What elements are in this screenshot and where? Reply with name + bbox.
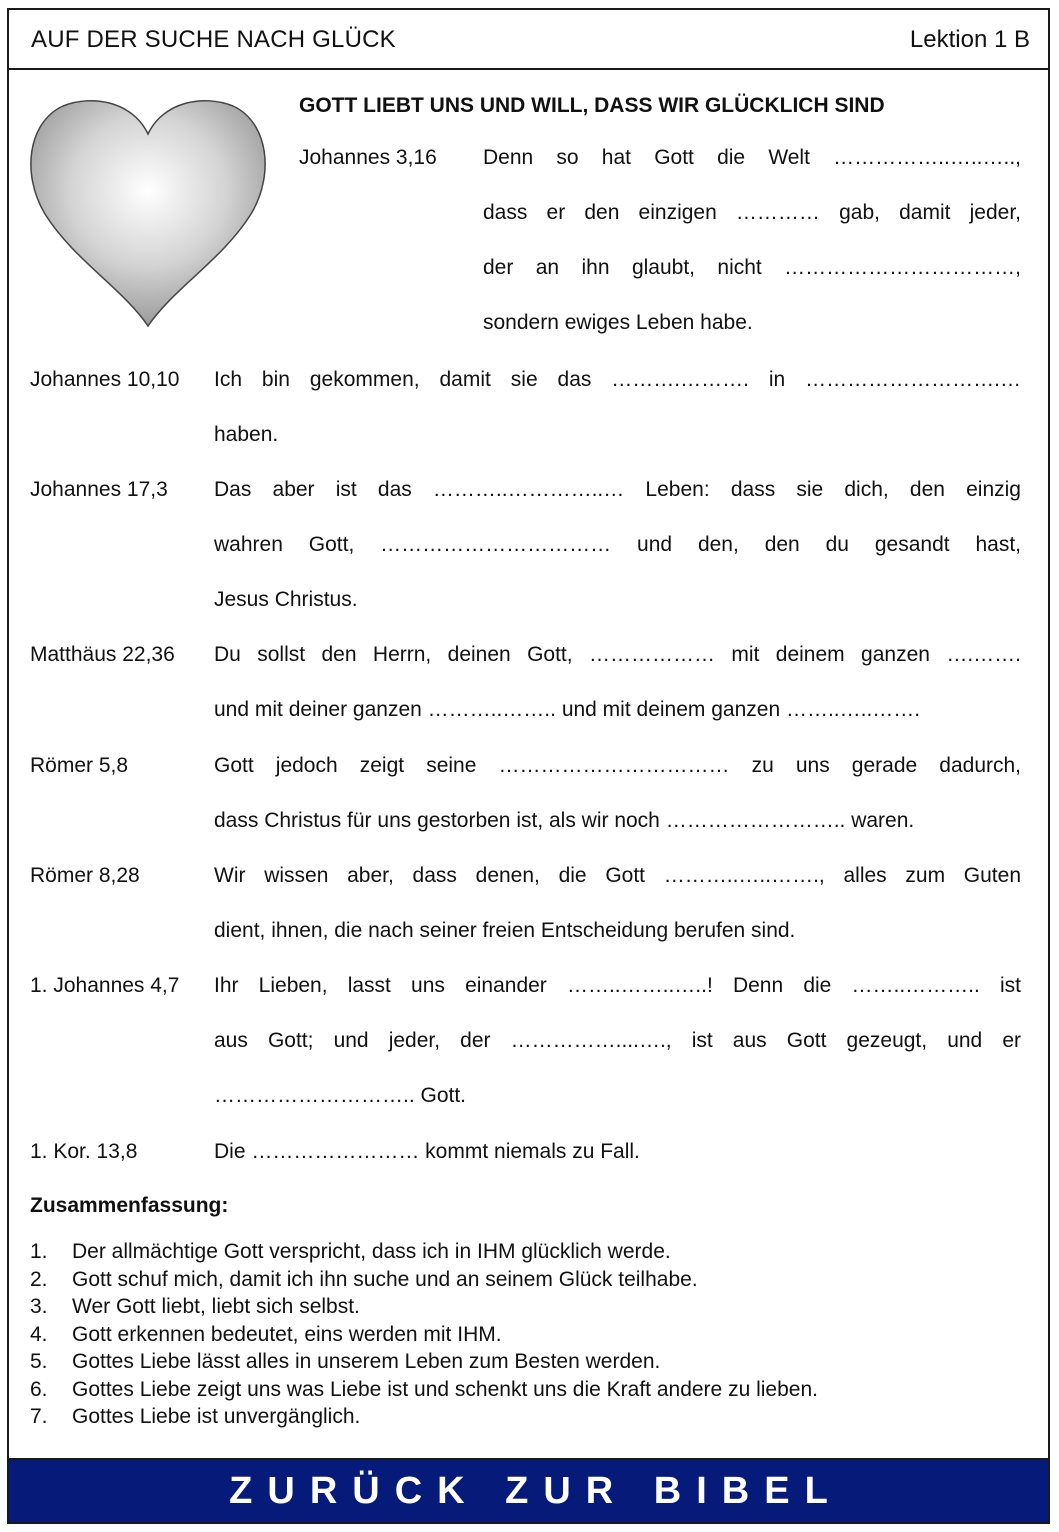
page-header — [9, 10, 1048, 70]
item-number: 3. — [30, 1295, 48, 1318]
verse-line: Gott jedoch zeigt seine …………………………… zu uns gerade dadurch, — [214, 754, 1021, 777]
verse-reference: Johannes 10,10 — [30, 368, 180, 391]
verse-line: dass Christus für uns gestorben ist, als wir noch …………………….. waren. — [214, 809, 915, 832]
verse-reference: Römer 5,8 — [30, 754, 129, 777]
summary-item — [30, 1348, 818, 1376]
summary-list — [30, 1238, 818, 1431]
verse-line: und mit deiner ganzen ………..…….. und mit deinem ganzen ……..…..……. — [214, 698, 921, 721]
summary-item — [30, 1376, 818, 1404]
verse-text — [483, 130, 1021, 350]
verse-line: wahren Gott, …………………………… und den, den du gesandt hast, — [214, 533, 1021, 556]
item-text: Gottes Liebe zeigt uns was Liebe ist und schenkt uns die Kraft andere zu lieben. — [72, 1377, 818, 1401]
item-number: 2. — [30, 1267, 48, 1291]
item-text: Der allmächtige Gott verspricht, dass ich in IHM glücklich werde. — [72, 1240, 671, 1263]
item-number: 6. — [30, 1377, 48, 1401]
verse-line: Das aber ist das ………..…………..… Leben: dass sie dich, den einzig — [214, 478, 1021, 501]
verse-text — [214, 352, 1021, 462]
item-text: Wer Gott liebt, liebt sich selbst. — [72, 1295, 360, 1318]
summary-item — [30, 1238, 818, 1266]
summary-item — [30, 1293, 818, 1321]
verse-line: sondern ewiges Leben habe. — [483, 311, 753, 334]
verse-line: Die …………………… kommt niemals zu Fall. — [214, 1140, 640, 1163]
item-text: Gottes Liebe ist unvergänglich. — [72, 1405, 361, 1428]
worksheet-title: AUF DER SUCHE NACH GLÜCK — [31, 26, 396, 53]
lesson-number: Lektion 1 B — [909, 26, 1030, 53]
verse-text — [214, 627, 1021, 737]
verse-line: aus Gott; und jeder, der ……………....…., ist aus Gott gezeugt, und er — [214, 1029, 1021, 1052]
verse-line: haben. — [214, 423, 279, 446]
verse-line: Jesus Christus. — [214, 588, 358, 611]
item-number: 5. — [30, 1350, 48, 1373]
summary-item — [30, 1403, 818, 1431]
verse-line: Wir wissen aber, dass denen, die Gott ………..…..……., alles zum Guten — [214, 864, 1021, 887]
verse-line: dass er den einzigen ………… gab, damit jeder, — [483, 201, 1021, 224]
item-text: Gott erkennen bedeutet, eins werden mit IHM. — [72, 1322, 502, 1346]
verse-line: Ich bin gekommen, damit sie das ……….………. in ……………………….… — [214, 368, 1021, 391]
summary-title: Zusammenfassung: — [30, 1194, 229, 1217]
summary-item — [30, 1266, 818, 1294]
verse-line: der an ihn glaubt, nicht ……………………………, — [483, 256, 1021, 279]
item-number: 1. — [30, 1240, 48, 1263]
verse-line: Ihr Lieben, lasst uns einander ……..……..…..! Denn die ……..……….. ist — [214, 974, 1021, 997]
verse-text — [214, 738, 1021, 848]
verse-reference: Römer 8,28 — [30, 864, 140, 887]
verse-reference: 1. Kor. 13,8 — [30, 1140, 138, 1163]
verse-text — [214, 462, 1021, 627]
summary-item — [30, 1321, 818, 1349]
verse-text — [214, 848, 1021, 958]
verse-text — [214, 958, 1021, 1123]
item-number: 4. — [30, 1322, 48, 1346]
heart-icon — [23, 94, 273, 330]
verse-reference: Johannes 17,3 — [30, 478, 168, 501]
verse-line: ……………………….. Gott. — [214, 1084, 467, 1107]
section-heading: GOTT LIEBT UNS UND WILL, DASS WIR GLÜCKLICH SIND — [299, 94, 885, 117]
verse-reference: 1. Johannes 4,7 — [30, 974, 180, 997]
verse-line: Denn so hat Gott die Welt ……………..…..….., — [483, 146, 1021, 169]
worksheet-page — [7, 8, 1050, 1524]
verse-line: Du sollst den Herrn, deinen Gott, ……………… mit deinem ganzen ….……. — [214, 643, 1021, 666]
item-text: Gottes Liebe lässt alles in unserem Leben zum Besten werden. — [72, 1350, 661, 1373]
verse-reference: Johannes 3,16 — [299, 146, 437, 169]
footer-banner — [9, 1458, 1048, 1522]
item-text: Gott schuf mich, damit ich ihn suche und an seinem Glück teilhabe. — [72, 1267, 698, 1291]
verse-line: dient, ihnen, die nach seiner freien Entscheidung berufen sind. — [214, 919, 796, 942]
verse-reference: Matthäus 22,36 — [30, 643, 175, 666]
verse-text — [214, 1124, 1021, 1179]
banner-text: ZURÜCK ZUR BIBEL — [229, 1469, 843, 1512]
item-number: 7. — [30, 1405, 48, 1428]
